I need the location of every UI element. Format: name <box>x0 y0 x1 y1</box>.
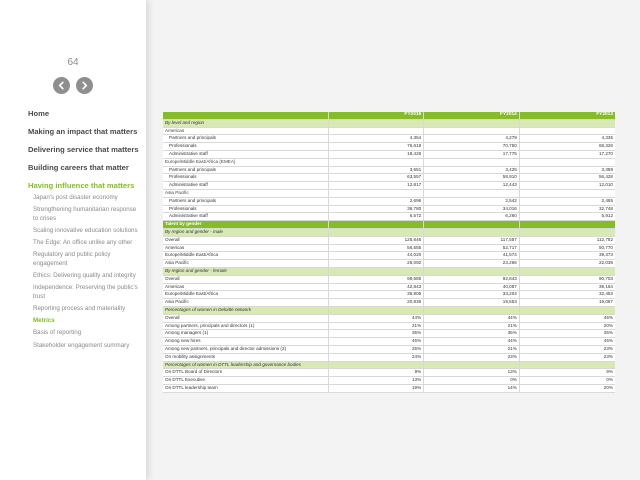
main-menu <box>28 109 140 354</box>
value-cell: 44% <box>424 338 520 346</box>
table-row <box>163 369 615 377</box>
value-cell: 24% <box>328 353 424 361</box>
value-cell <box>519 306 615 314</box>
table-row <box>163 244 615 252</box>
table-section-row <box>163 229 615 237</box>
value-cell: 23,266 <box>424 260 520 268</box>
value-cell <box>519 229 615 237</box>
value-cell: 112,782 <box>519 236 615 244</box>
table-body <box>163 119 615 392</box>
value-cell <box>424 229 520 237</box>
value-cell: 63,557 <box>328 174 424 182</box>
value-cell: 21% <box>424 322 520 330</box>
row-label-cell: Asia Pacific <box>163 260 328 268</box>
value-cell <box>519 158 615 166</box>
row-label-cell: On DTTL leadership team <box>163 384 328 392</box>
row-label-cell: Americas <box>163 127 328 135</box>
value-cell: 90,703 <box>519 275 615 283</box>
value-cell <box>328 190 424 198</box>
value-cell <box>328 361 424 369</box>
row-label-cell: Talent by gender <box>163 221 328 229</box>
value-cell: 6,572 <box>328 213 424 221</box>
row-label-cell: Administrative staff <box>163 182 328 190</box>
table-row <box>163 314 615 322</box>
value-cell: 4,279 <box>424 135 520 143</box>
value-cell: 2,696 <box>328 197 424 205</box>
value-cell: 35% <box>328 330 424 338</box>
value-cell <box>424 306 520 314</box>
value-cell: 34,016 <box>424 205 520 213</box>
value-cell: 44% <box>328 314 424 322</box>
table-row <box>163 236 615 244</box>
value-cell: 2,542 <box>424 197 520 205</box>
row-label-cell: Europe/Middle East/Africa <box>163 291 328 299</box>
value-cell: 70,750 <box>424 143 520 151</box>
value-cell: 56,428 <box>519 174 615 182</box>
value-cell: 6,260 <box>424 213 520 221</box>
row-label-cell: Partners and principals <box>163 166 328 174</box>
submenu-item[interactable]: Scaling innovative education solutions <box>33 226 138 234</box>
menu-item-careers[interactable]: Building careers that matter <box>28 163 129 172</box>
metrics-table <box>163 112 615 393</box>
value-cell: 12,443 <box>424 182 520 190</box>
value-cell: 3,389 <box>519 166 615 174</box>
table-row <box>163 384 615 392</box>
row-label-cell: Europe/Middle East/Africa <box>163 252 328 260</box>
value-cell: 13% <box>424 369 520 377</box>
value-cell: 3,425 <box>424 166 520 174</box>
table-row <box>163 291 615 299</box>
value-cell: 36,780 <box>328 205 424 213</box>
value-cell: 39,164 <box>519 283 615 291</box>
column-header <box>163 112 328 119</box>
row-label-cell: Among new partners, principals and director admissions (2) <box>163 345 328 353</box>
value-cell: 12,817 <box>328 182 424 190</box>
value-cell: 39,373 <box>519 252 615 260</box>
value-cell: 23% <box>424 353 520 361</box>
value-cell <box>519 119 615 127</box>
value-cell <box>328 127 424 135</box>
value-cell: 117,557 <box>424 236 520 244</box>
value-cell: 92,843 <box>424 275 520 283</box>
row-label-cell: Partners and principals <box>163 135 328 143</box>
row-label-cell: Europe/Middle East/Africa (EMEA) <box>163 158 328 166</box>
value-cell: 17,775 <box>424 151 520 159</box>
row-label-cell: Administrative staff <box>163 151 328 159</box>
value-cell: 45% <box>519 338 615 346</box>
table-row <box>163 197 615 205</box>
value-cell: 42,843 <box>328 283 424 291</box>
value-cell: 19% <box>328 384 424 392</box>
row-label-cell: Professionals <box>163 143 328 151</box>
next-page-button[interactable] <box>76 77 93 94</box>
submenu-item[interactable]: Reporting process and materiality <box>33 305 126 313</box>
value-cell: 68,328 <box>519 143 615 151</box>
value-cell: 45% <box>519 314 615 322</box>
value-cell <box>328 229 424 237</box>
value-cell: 17,270 <box>519 151 615 159</box>
value-cell: 0% <box>424 377 520 385</box>
table-row <box>163 322 615 330</box>
value-cell: 12,010 <box>519 182 615 190</box>
column-header: FY2015 <box>328 112 424 119</box>
value-cell: 14% <box>424 384 520 392</box>
row-label-cell: By region and gender - female <box>163 267 328 275</box>
value-cell: 19,087 <box>519 299 615 307</box>
value-cell: 35,905 <box>328 291 424 299</box>
submenu-item[interactable]: Independence: Preserving the public's trust <box>33 284 138 300</box>
submenu-item[interactable]: Ethics: Delivering quality and integrity <box>33 272 136 280</box>
value-cell: 13% <box>328 377 424 385</box>
row-label-cell: On DTTL Board of Directors <box>163 369 328 377</box>
value-cell: 19,553 <box>424 299 520 307</box>
table-row <box>163 260 615 268</box>
menu-item-service[interactable]: Delivering service that matters <box>28 145 139 154</box>
row-label-cell: By region and gender - male <box>163 229 328 237</box>
table-row <box>163 166 615 174</box>
value-cell <box>424 361 520 369</box>
value-cell: 40,087 <box>424 283 520 291</box>
table-row <box>163 182 615 190</box>
submenu <box>28 194 140 350</box>
metrics-table-container <box>163 112 615 393</box>
value-cell: 23% <box>519 345 615 353</box>
page-number: 64 <box>67 57 79 68</box>
table-row <box>163 353 615 361</box>
value-cell <box>328 306 424 314</box>
row-label-cell: Professionals <box>163 174 328 182</box>
value-cell <box>328 267 424 275</box>
submenu-item[interactable]: Japan's post disaster economy <box>33 194 118 201</box>
value-cell: 25,092 <box>328 260 424 268</box>
value-cell: 52,717 <box>424 244 520 252</box>
value-cell: 58,910 <box>424 174 520 182</box>
table-row <box>163 299 615 307</box>
row-label-cell: On DTTL Executive <box>163 377 328 385</box>
value-cell: 22,039 <box>519 260 615 268</box>
row-label-cell: Americas <box>163 283 328 291</box>
value-cell: 18,426 <box>328 151 424 159</box>
value-cell: 0% <box>519 377 615 385</box>
value-cell <box>328 158 424 166</box>
row-label-cell: Overall <box>163 275 328 283</box>
value-cell: 44% <box>424 314 520 322</box>
row-label-cell: Among managers (1) <box>163 330 328 338</box>
value-cell: 20% <box>519 384 615 392</box>
row-label-cell: Among partners, principals and directors (1) <box>163 322 328 330</box>
value-cell <box>424 119 520 127</box>
content-area <box>146 0 640 480</box>
value-cell: 25% <box>328 345 424 353</box>
value-cell: 35% <box>424 330 520 338</box>
value-cell <box>519 127 615 135</box>
value-cell: 45% <box>328 338 424 346</box>
table-banner-row <box>163 221 615 229</box>
table-row <box>163 252 615 260</box>
table-row <box>163 338 615 346</box>
value-cell <box>424 267 520 275</box>
row-label-cell: Overall <box>163 236 328 244</box>
value-cell: 56,555 <box>328 244 424 252</box>
value-cell <box>424 190 520 198</box>
value-cell: 4,354 <box>328 135 424 143</box>
table-row <box>163 345 615 353</box>
table-section-row <box>163 119 615 127</box>
value-cell: 20% <box>519 322 615 330</box>
row-label-cell: Asia Pacific <box>163 299 328 307</box>
row-label-cell: Overall <box>163 314 328 322</box>
value-cell <box>328 119 424 127</box>
value-cell: 76,618 <box>328 143 424 151</box>
table-row <box>163 151 615 159</box>
value-cell: 44,020 <box>328 252 424 260</box>
table-row <box>163 143 615 151</box>
menu-item-influence[interactable]: Having influence that matters <box>28 181 135 190</box>
value-cell: 5,912 <box>519 213 615 221</box>
previous-page-button[interactable] <box>53 77 70 94</box>
menu-item-home[interactable]: Home <box>28 109 50 118</box>
value-cell <box>519 361 615 369</box>
table-row <box>163 283 615 291</box>
row-label-cell: Professionals <box>163 205 328 213</box>
value-cell: 20,936 <box>328 299 424 307</box>
row-label-cell: Percentages of women in Deloitte network <box>163 306 328 314</box>
row-label-cell: Percentages of women in DTTL leadership and governance bodies <box>163 361 328 369</box>
table-row <box>163 174 615 182</box>
submenu-item[interactable]: Regulatory and public policy engagement <box>33 251 111 267</box>
submenu-item[interactable]: Stakeholder engagement summary <box>33 341 130 349</box>
value-cell: 35% <box>519 330 615 338</box>
value-cell <box>519 190 615 198</box>
row-label-cell: On mobility assignments <box>163 353 328 361</box>
chevron-right-icon <box>80 81 89 90</box>
value-cell: 32,748 <box>519 205 615 213</box>
value-cell: 21% <box>328 322 424 330</box>
value-cell: 125,646 <box>328 236 424 244</box>
table-section-row <box>163 306 615 314</box>
table-header-row <box>163 112 615 119</box>
table-row <box>163 213 615 221</box>
menu-item-impact[interactable]: Making an impact that matters <box>28 127 138 136</box>
submenu-item[interactable]: The Edge: An office unlike any other <box>33 239 133 247</box>
submenu-item[interactable]: Metrics <box>33 317 55 325</box>
column-header: FY2014 <box>424 112 520 119</box>
value-cell: 99,685 <box>328 275 424 283</box>
value-cell: 33,204 <box>424 291 520 299</box>
table-row <box>163 275 615 283</box>
value-cell: 41,574 <box>424 252 520 260</box>
table-row <box>163 205 615 213</box>
row-label-cell: Administrative staff <box>163 213 328 221</box>
table-section-row <box>163 361 615 369</box>
value-cell <box>328 221 424 229</box>
value-cell: 9% <box>519 369 615 377</box>
value-cell: 50,770 <box>519 244 615 252</box>
row-label-cell: Americas <box>163 244 328 252</box>
table-row <box>163 135 615 143</box>
table-section-row <box>163 267 615 275</box>
row-label-cell: Among new hires <box>163 338 328 346</box>
value-cell <box>519 221 615 229</box>
value-cell: 23% <box>519 353 615 361</box>
value-cell <box>519 267 615 275</box>
value-cell: 4,335 <box>519 135 615 143</box>
row-label-cell: Asia Pacific <box>163 190 328 198</box>
value-cell: 2,465 <box>519 197 615 205</box>
value-cell <box>424 221 520 229</box>
table-row <box>163 377 615 385</box>
value-cell <box>424 158 520 166</box>
table-group-row <box>163 158 615 166</box>
value-cell: 9% <box>328 369 424 377</box>
column-header: FY2013 <box>519 112 615 119</box>
sidebar <box>0 0 146 480</box>
value-cell: 32,453 <box>519 291 615 299</box>
row-label-cell: By level and region <box>163 119 328 127</box>
table-group-row <box>163 190 615 198</box>
value-cell: 3,551 <box>328 166 424 174</box>
value-cell: 21% <box>424 345 520 353</box>
submenu-item[interactable]: Strengthening humanitarian response to crises <box>33 206 137 222</box>
table-group-row <box>163 127 615 135</box>
submenu-item[interactable]: Basis of reporting <box>33 329 82 337</box>
value-cell <box>424 127 520 135</box>
table-row <box>163 330 615 338</box>
row-label-cell: Partners and principals <box>163 197 328 205</box>
chevron-left-icon <box>57 81 66 90</box>
